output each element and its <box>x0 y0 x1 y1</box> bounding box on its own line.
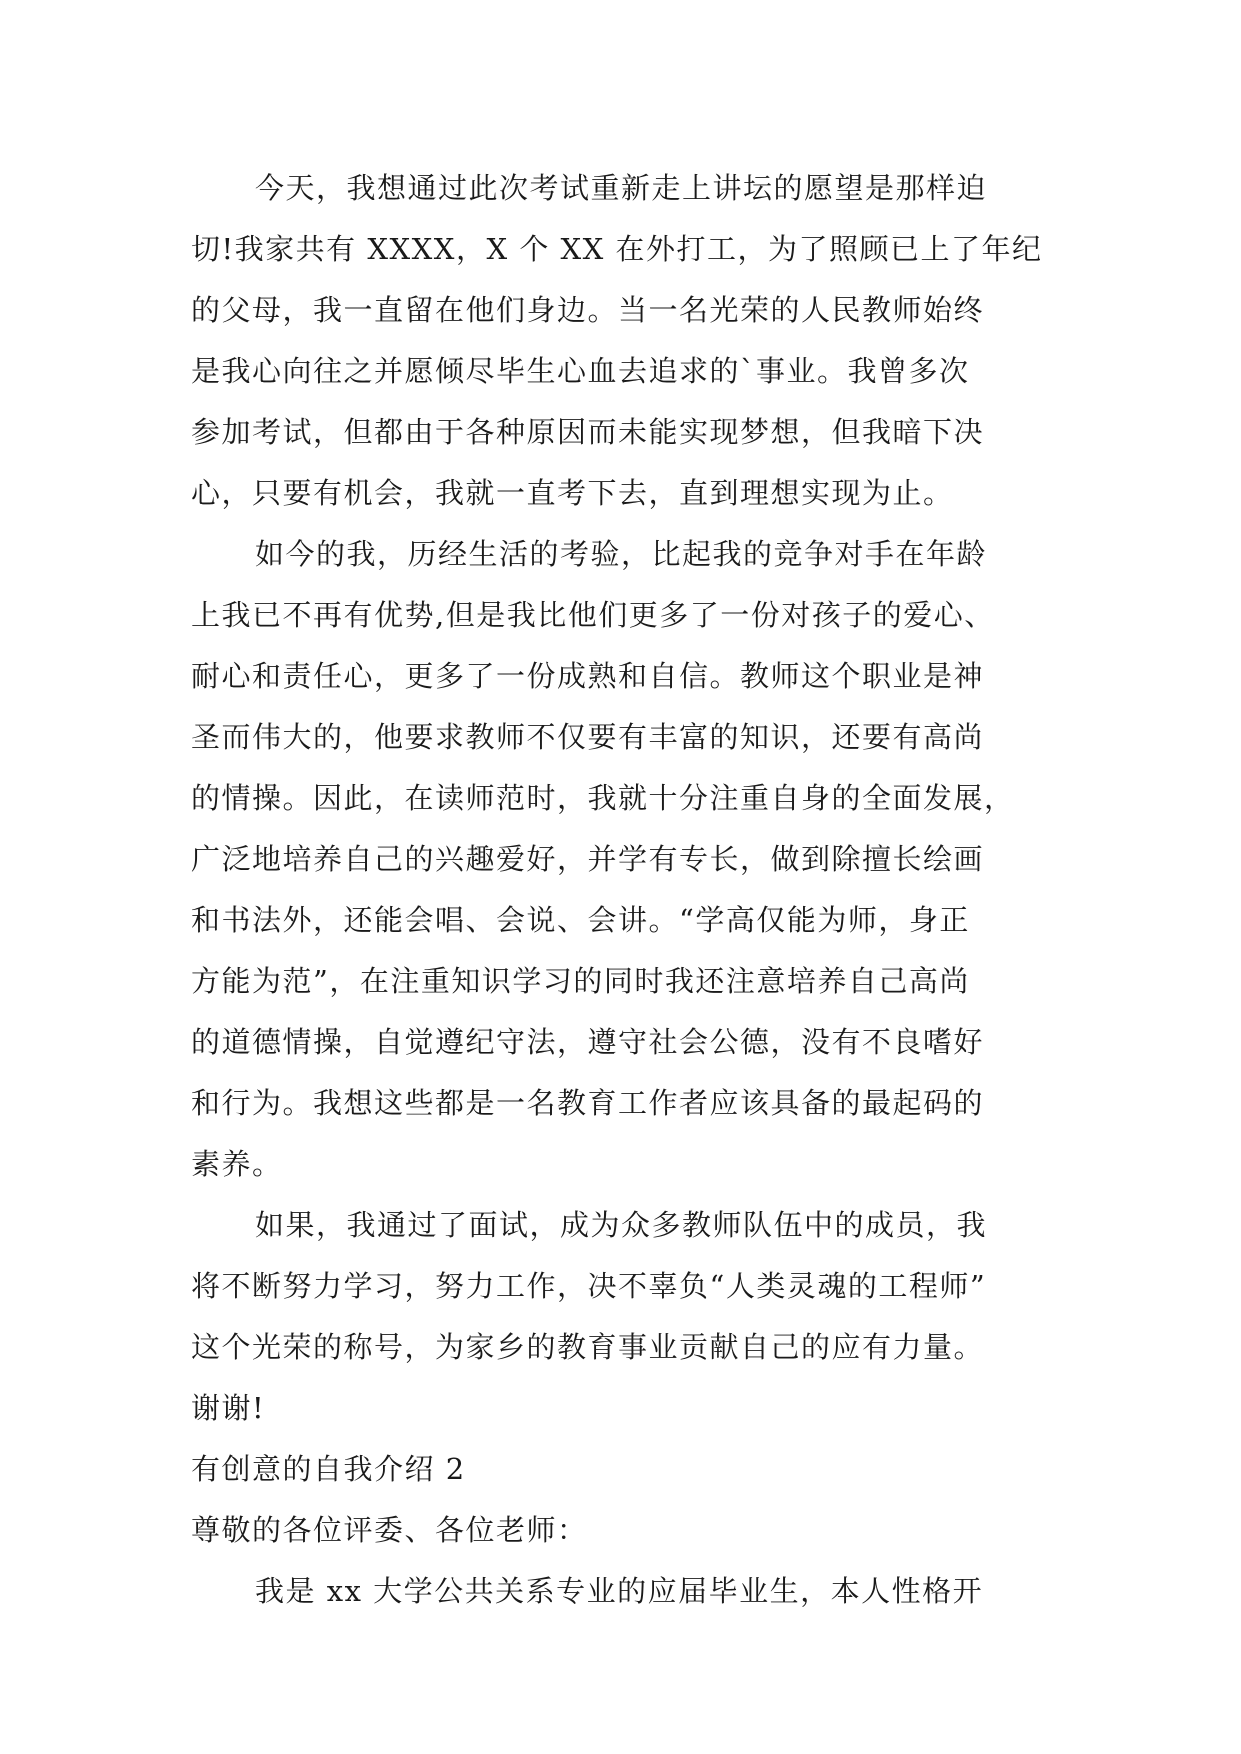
paragraph-2-line-1: 如今的我，历经生活的考验，比起我的竞争对手在年龄 <box>255 537 988 571</box>
salutation: 尊敬的各位评委、各位老师： <box>191 1513 588 1547</box>
paragraph-3-line-1: 如果，我通过了面试，成为众多教师队伍中的成员，我 <box>255 1208 988 1242</box>
paragraph-1-line-5: 参加考试，但都由于各种原因而未能实现梦想，但我暗下决 <box>191 415 985 449</box>
paragraph-2-line-4: 圣而伟大的，他要求教师不仅要有丰富的知识，还要有高尚 <box>191 720 985 754</box>
paragraph-3-line-4: 谢谢! <box>191 1391 266 1425</box>
document-body <box>191 158 1051 1622</box>
paragraph-2-line-2: 上我已不再有优势,但是我比他们更多了一份对孩子的爱心、 <box>191 598 995 632</box>
paragraph-3-line-2: 将不断努力学习，努力工作，决不辜负“人类灵魂的工程师” <box>191 1269 987 1303</box>
paragraph-1-line-2: 切!我家共有 XXXX，X 个 XX 在外打工，为了照顾已上了年纪 <box>191 232 1043 266</box>
paragraph-1-line-1: 今天，我想通过此次考试重新走上讲坛的愿望是那样迫 <box>255 171 988 205</box>
paragraph-2-line-10: 和行为。我想这些都是一名教育工作者应该具备的最起码的 <box>191 1086 985 1120</box>
paragraph-4-line-1: 我是 xx 大学公共关系专业的应届毕业生，本人性格开 <box>255 1574 984 1608</box>
paragraph-1-line-3: 的父母，我一直留在他们身边。当一名光荣的人民教师始终 <box>191 293 985 327</box>
paragraph-2-line-3: 耐心和责任心，更多了一份成熟和自信。教师这个职业是神 <box>191 659 985 693</box>
paragraph-1-line-4: 是我心向往之并愿倾尽毕生心血去追求的`事业。我曾多次 <box>191 354 970 388</box>
paragraph-3-line-3: 这个光荣的称号，为家乡的教育事业贡献自己的应有力量。 <box>191 1330 985 1364</box>
paragraph-2-line-6: 广泛地培养自己的兴趣爱好，并学有专长，做到除擅长绘画 <box>191 842 985 876</box>
section-heading: 有创意的自我介绍 2 <box>191 1452 466 1486</box>
paragraph-1-line-6: 心，只要有机会，我就一直考下去，直到理想实现为止。 <box>191 476 954 510</box>
paragraph-2-line-5: 的情操。因此，在读师范时，我就十分注重自身的全面发展， <box>191 781 1015 815</box>
paragraph-2-line-11: 素养。 <box>191 1147 283 1181</box>
paragraph-2-line-9: 的道德情操，自觉遵纪守法，遵守社会公德，没有不良嗜好 <box>191 1025 985 1059</box>
paragraph-2-line-7: 和书法外，还能会唱、会说、会讲。“学高仅能为师，身正 <box>191 903 970 937</box>
paragraph-2-line-8: 方能为范”，在注重知识学习的同时我还注意培养自己高尚 <box>191 964 970 998</box>
